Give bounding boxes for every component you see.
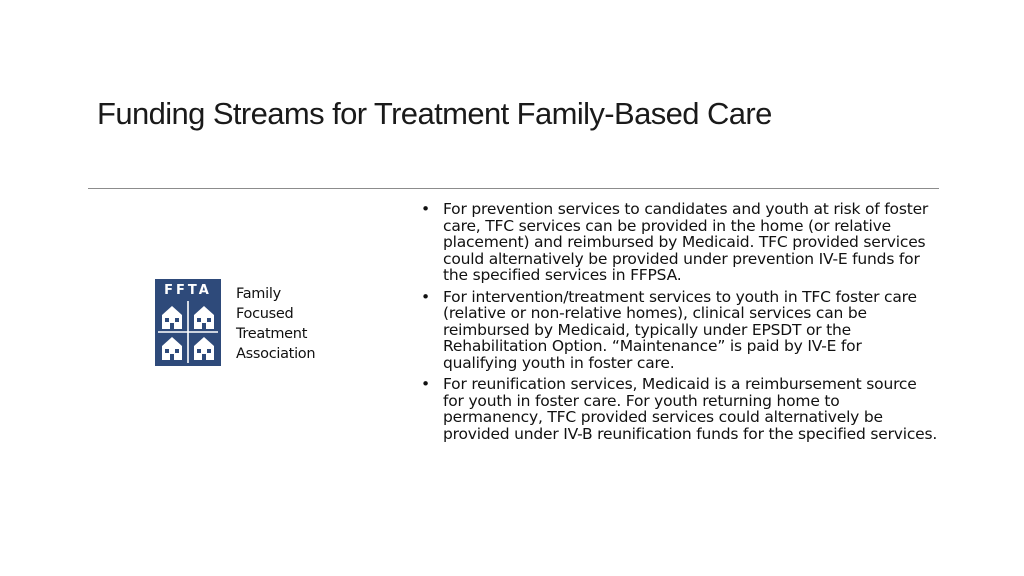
logo-acronym: FFTA [164, 283, 212, 298]
slide-title: Funding Streams for Treatment Family-Based Care [97, 96, 772, 131]
logo-name-line: Association [236, 346, 316, 362]
logo-name-line: Focused [236, 306, 294, 322]
bullet-list [420, 201, 940, 447]
logo-name-line: Family [236, 286, 281, 302]
logo-name [236, 284, 315, 364]
logo-mark [155, 279, 221, 366]
houses-icon [158, 301, 218, 363]
bullet-prevention: • For prevention services to candidates and youth at risk of foster care, TFC services can be provided in the home (or relative placement) and reimbursed by Medicaid. TFC provided services could alternatively be provided under prevention IV-E funds for the specified services in FFPSA. [420, 201, 940, 284]
ffta-logo [155, 279, 315, 366]
bullet-intervention: • For intervention/treatment services to youth in TFC foster care (relative or non-relative homes), clinical services can be reimbursed by Medicaid, typically under EPSDT or the Rehabilitation Option. “Maintenance” is paid by IV-E for qualifying youth in foster care. [420, 289, 940, 372]
bullet-reunification: • For reunification services, Medicaid is a reimbursement source for youth in foster care. For youth returning home to permanency, TFC provided services could alternatively be provided under IV-B reunification funds for the specified services. [420, 376, 940, 442]
logo-name-line: Treatment [236, 326, 308, 342]
title-divider [88, 188, 939, 189]
